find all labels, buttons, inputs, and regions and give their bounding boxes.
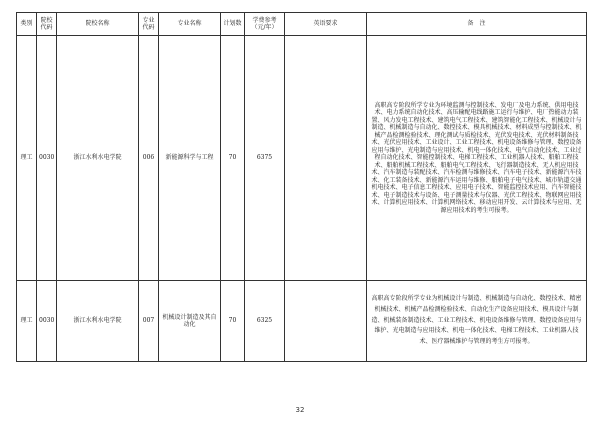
header-notes: 备 注 — [367, 13, 587, 36]
header-major-name: 专业名称 — [159, 13, 221, 36]
cell-major-code: 006 — [139, 36, 159, 281]
cell-notes: 高职高专阶段所学专业为环境监测与控制技术、发电厂及电力系统、供用电技术、电力系统自动化技术、高压输配电线路施工运行与维护、电厂热能动力装置、风力发电工程技术、建筑电气工程技术、建筑智能化工程技术、机械设计与制造、机械制造与自动化、数控技术、模具机械技术、材料成型与控制技术、机械产品检测检验技术、理化测试与质检技术、光伏发电技术、光伏材料制备技术、光伏应用技术、工业设计、工业工程技术、机电设备维修与管理、数控设备应用与维护、光电制造与应用技术、机电一体化技术、电气自动化技术、工业过程自动化技术、智能控制技术、电梯工程技术、工业机器人技术、船舶工程技术、船舶机械工程技术、船舶电气工程技术、飞行器制造技术、无人机应用技术、汽车制造与装配技术、汽车检测与维修技术、汽车电子技术、新能源汽车技术、化工装备技术、新能源汽车运用与维修、船舶电子电气技术、城市轨道交通机电技术、电子信息工程技术、应用电子技术、智能监控技术应用、汽车智能技术、电子制造技术与设备、电子测量技术与仪器、光伏工程技术、物联网应用技术、计算机应用技术、计算机网络技术、移动应用开发、云计算技术与应用、无源应用技术的考生可报考。 — [367, 36, 587, 281]
cell-major-name: 新能源科学与工程 — [159, 36, 221, 281]
cell-major-name: 机械设计制造及其自动化 — [159, 281, 221, 362]
header-major-code: 专业代码 — [139, 13, 159, 36]
cell-tuition: 6325 — [245, 281, 285, 362]
cell-plan-count: 70 — [221, 281, 245, 362]
cell-school-code: 0030 — [37, 281, 57, 362]
header-school-code: 院校代码 — [37, 13, 57, 36]
header-tuition: 学费参考（元/年） — [245, 13, 285, 36]
table-row — [17, 36, 587, 281]
page-number: 32 — [295, 406, 305, 414]
table-header-row — [17, 13, 587, 36]
cell-tuition: 6375 — [245, 36, 285, 281]
cell-plan-count: 70 — [221, 36, 245, 281]
cell-school-name: 浙江水利水电学院 — [57, 281, 139, 362]
cell-major-code: 007 — [139, 281, 159, 362]
cell-category: 理工 — [17, 36, 37, 281]
header-school-name: 院校名称 — [57, 13, 139, 36]
cell-notes: 高职高专阶段所学专业为机械设计与制造、机械制造与自动化、数控技术、精密机械技术、机械产品检测检验技术、自动化生产设备应用技术、模具设计与制造、机械装备制造技术、工业工程技术、机电设备维修与管理、数控设备应用与维护、光电制造与应用技术、机电一体化技术、电梯工程技术、工业机器人技术、医疗器械维护与管理的考生方可报考。 — [367, 281, 587, 362]
cell-category: 理工 — [17, 281, 37, 362]
cell-language-req — [285, 281, 367, 362]
header-plan-count: 计划数 — [221, 13, 245, 36]
cell-school-code: 0030 — [37, 36, 57, 281]
cell-school-name: 浙江水利水电学院 — [57, 36, 139, 281]
header-category: 类别 — [17, 13, 37, 36]
header-language-req: 英语要求 — [285, 13, 367, 36]
table-row — [17, 281, 587, 362]
admissions-table — [16, 12, 587, 362]
cell-language-req — [285, 36, 367, 281]
